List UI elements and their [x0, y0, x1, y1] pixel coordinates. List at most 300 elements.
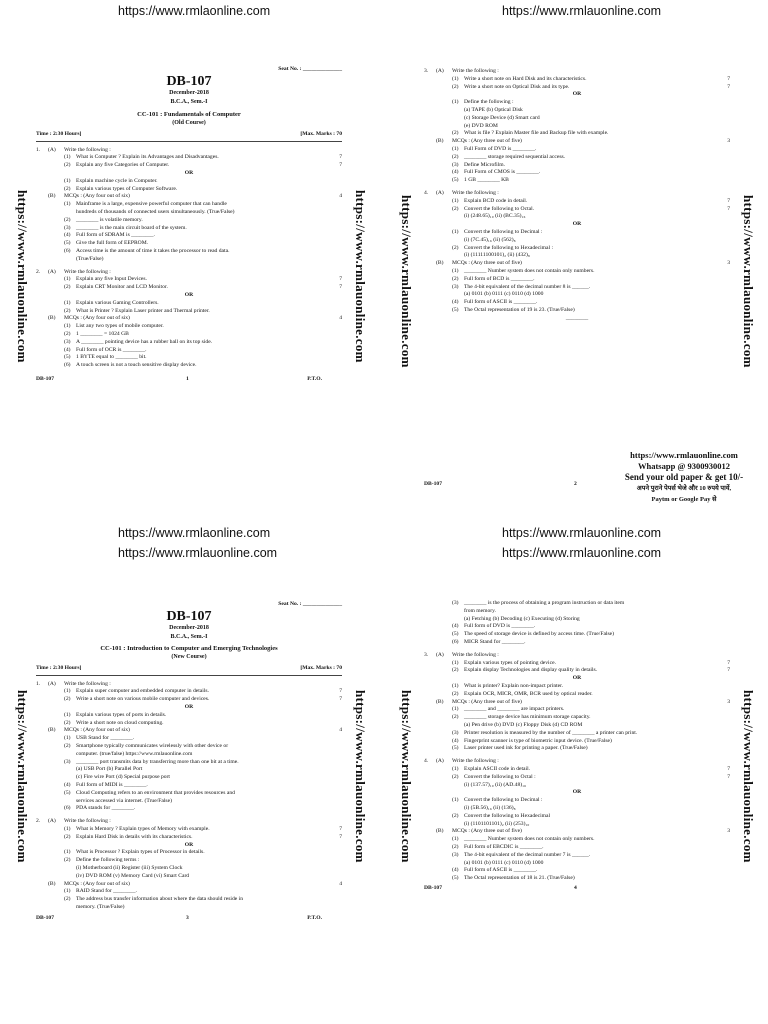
- question-line: [424, 213, 730, 221]
- question-text: ________ port transmits data by transferring more than one bit at a time.: [76, 758, 239, 765]
- question-line: [424, 291, 730, 299]
- question-text: ________ is the process of obtaining a program instruction or data item: [464, 600, 625, 606]
- item-label: (5): [452, 306, 459, 313]
- item-label: (A): [48, 818, 56, 825]
- exam-page-3: [36, 601, 342, 923]
- divider: [36, 141, 342, 142]
- marks-value: 4: [339, 193, 342, 200]
- question-line: [424, 852, 730, 860]
- question-line: [36, 766, 342, 774]
- question-text: The Octal representation of 19 is 23. (True/False): [464, 306, 575, 313]
- page-number: 4: [574, 884, 577, 891]
- question-line: [36, 276, 342, 284]
- item-label: (5): [452, 875, 459, 882]
- question-list: [36, 147, 342, 370]
- item-label: (6): [64, 805, 71, 812]
- question-text: (a) 0101 (b) 0111 (c) 0110 (d) 1000: [464, 291, 544, 298]
- marks-value: 7: [339, 162, 342, 169]
- question-text: (i) (5B.56)₁₆ (ii) (136)₈: [464, 804, 516, 811]
- question-text: memory. (True/False): [76, 903, 125, 910]
- question-line: [424, 138, 730, 146]
- item-label: (2): [452, 690, 459, 697]
- item-label: (1): [452, 836, 459, 843]
- header-url-left[interactable]: https://www.rmlaonline.com: [118, 4, 271, 18]
- item-label: (5): [452, 745, 459, 752]
- question-text: Full form of ASCII is ________.: [464, 867, 538, 874]
- question-text: MCQs : (Any three out of five): [452, 828, 522, 835]
- question-line: [36, 743, 342, 751]
- item-label: (2): [452, 812, 459, 819]
- item-label: (A): [436, 651, 444, 658]
- footer-code: DB-107: [424, 481, 443, 487]
- question-text: (e) DVD ROM: [464, 122, 498, 129]
- question-line: [424, 774, 730, 782]
- question-line: [36, 865, 342, 873]
- question-text: Convert the following to Hexadecimal :: [464, 244, 554, 251]
- question-text: Define the following :: [464, 99, 514, 106]
- question-text: Full form of EBCDIC is ________.: [464, 843, 544, 850]
- question-line: [36, 904, 342, 912]
- question-text: Full form of DVD is ________.: [464, 623, 536, 630]
- marks-value: 7: [339, 154, 342, 161]
- exam-page-1: [36, 66, 342, 384]
- item-label: (4): [452, 867, 459, 874]
- question-line: [424, 190, 730, 198]
- question-line: [424, 836, 730, 844]
- item-label: (2): [64, 719, 71, 726]
- page-number: 3: [186, 914, 189, 921]
- subject-title: CC-101 : Fundamentals of Computer: [137, 110, 241, 118]
- question-line: [424, 660, 730, 668]
- item-label: (2): [64, 833, 71, 840]
- question-line: [424, 154, 730, 162]
- question-text: Explain display Technologies and display quality in details.: [464, 667, 598, 674]
- item-label: (A): [48, 268, 56, 275]
- item-label: (4): [452, 169, 459, 176]
- exam-date: December-2018: [169, 89, 209, 96]
- page-number: 1: [186, 375, 189, 382]
- question-line: [36, 888, 342, 896]
- question-text: ________ storage required sequential access.: [464, 153, 566, 160]
- question-line: [424, 276, 730, 284]
- question-text: Cloud Computing refers to an environment that provides resources and: [76, 789, 235, 796]
- time-limit: Time : 2:30 Hours]: [36, 664, 82, 671]
- exam-page-2: [424, 63, 730, 323]
- item-label: (3): [452, 283, 459, 290]
- question-text: Convert the following to Decimal :: [464, 797, 543, 804]
- mid-url-left-2[interactable]: https://www.rmlauonline.com: [118, 546, 278, 560]
- item-label: (3): [452, 851, 459, 858]
- item-label: (3): [64, 338, 71, 345]
- question-text: (c) Fire wire Port (d) Special purpose port: [76, 774, 170, 781]
- question-line: [424, 631, 730, 639]
- question-text: What is file ? Explain Master file and Backup file with example.: [464, 130, 609, 137]
- item-label: (B): [48, 880, 56, 887]
- question-text: A ________ pointing device has a rubber ball on its top side.: [76, 338, 213, 345]
- item-label: (1): [452, 145, 459, 152]
- footer-code: DB-107: [36, 914, 55, 921]
- marks-value: 7: [727, 205, 730, 212]
- item-label: (1): [452, 75, 459, 82]
- item-label: (4): [452, 299, 459, 306]
- question-text: OR: [184, 291, 194, 298]
- marks-value: 3: [727, 698, 730, 705]
- header-url-right[interactable]: https://www.rmlauonline.com: [502, 4, 662, 18]
- item-label: (2): [64, 742, 71, 749]
- question-text: 1 BYTE equal to ________ bit.: [76, 354, 147, 361]
- promo-block: [600, 450, 768, 505]
- item-label: (2): [64, 185, 71, 192]
- question-line: [36, 193, 342, 201]
- question-text: (i) Motherboard (ii) Register (iii) System Clock: [76, 864, 183, 871]
- question-text: The address bus transfer information about where the data should reside in: [76, 896, 243, 903]
- question-text: MCQs : (Any four out of six): [64, 315, 130, 322]
- item-label: (B): [436, 138, 444, 145]
- question-line: [424, 68, 730, 76]
- question-line: [36, 805, 342, 813]
- question-text: (a) 0101 (b) 0111 (c) 0110 (d) 1000: [464, 859, 544, 866]
- paper-code: DB-107: [166, 73, 212, 89]
- question-text: Explain ASCII code in detail.: [464, 765, 531, 772]
- promo-url[interactable]: https://www.rmlauonline.com: [630, 450, 738, 460]
- item-label: (3): [452, 600, 459, 606]
- item-label: (2): [64, 696, 71, 703]
- time-marks: [36, 131, 342, 139]
- mid-url-right-1[interactable]: https://www.rmlauonline.com: [502, 526, 662, 540]
- question-line: [36, 896, 342, 904]
- course-variant: (Old Course): [172, 119, 206, 126]
- question-text: The 4-bit equivalent of the decimal number 7 is ______.: [464, 851, 591, 858]
- item-label: (1): [64, 177, 71, 184]
- item-label: (5): [452, 631, 459, 638]
- promo-paytm: Paytm or Google Pay से: [651, 496, 717, 503]
- question-line: [36, 232, 342, 240]
- question-text: ________ and ________ are impact printers.: [464, 706, 565, 713]
- page-footer: [424, 885, 730, 893]
- side-url: https://www.rmlauonline.com: [353, 190, 368, 363]
- side-url: https://www.rmlauonline.com: [15, 190, 30, 363]
- question-line: [424, 706, 730, 714]
- item-label: (1): [452, 659, 459, 666]
- exam-date: December-2018: [169, 624, 209, 631]
- item-label: (6): [452, 638, 459, 645]
- item-label: (4): [452, 737, 459, 744]
- item-label: (B): [436, 698, 444, 705]
- question-line: [424, 683, 730, 691]
- item-label: (2): [64, 307, 71, 314]
- question-text: Write a short note on various mobile computer and devices.: [76, 696, 210, 703]
- item-label: (1): [452, 228, 459, 235]
- question-line: [424, 828, 730, 836]
- question-line: [424, 758, 730, 766]
- question-line: [36, 217, 342, 225]
- item-label: (1): [64, 276, 71, 283]
- item-label: (4): [64, 781, 71, 788]
- marks-value: 7: [339, 833, 342, 840]
- question-text: What is Printer ? Explain Laser printer and Thermal printer.: [76, 307, 210, 314]
- question-text: Explain machine cycle in Computer.: [76, 177, 158, 184]
- question-text: The 4-bit equivalent of the decimal number 8 is ______.: [464, 283, 591, 290]
- question-text: (True/False): [76, 255, 104, 262]
- question-text: ________ Number system does not contain only numbers.: [464, 836, 595, 843]
- question-text: Define Microfilm.: [464, 161, 506, 168]
- question-line: [424, 714, 730, 722]
- question-text: List any two types of mobile computer.: [76, 323, 164, 330]
- item-label: (5): [64, 354, 71, 361]
- question-number: 2.: [36, 818, 41, 825]
- question-line: [36, 292, 342, 300]
- question-line: [424, 107, 730, 115]
- question-text: Write the following :: [64, 818, 111, 825]
- question-text: Explain various types of Computer Software.: [76, 185, 178, 192]
- item-label: (5): [452, 177, 459, 184]
- question-list: [424, 600, 730, 883]
- item-label: (1): [452, 682, 459, 689]
- side-url: https://www.rmlauonline.com: [399, 690, 414, 863]
- question-line: [424, 813, 730, 821]
- item-label: (1): [452, 99, 459, 106]
- item-label: (A): [48, 146, 56, 153]
- item-label: (1): [64, 888, 71, 895]
- marks-value: 7: [339, 276, 342, 283]
- side-url: https://www.rmlauonline.com: [399, 195, 414, 368]
- item-label: (B): [436, 828, 444, 835]
- question-text: What is Computer ? Explain its Advantages and Disadvantages.: [76, 154, 219, 161]
- question-text: Explain various types of ports in details.: [76, 711, 167, 718]
- question-text: Write the following :: [64, 146, 111, 153]
- marks-value: 7: [727, 667, 730, 674]
- item-label: (1): [64, 299, 71, 306]
- item-label: (5): [64, 240, 71, 247]
- question-line: [424, 805, 730, 813]
- question-line: [424, 600, 730, 608]
- item-label: (2): [452, 667, 459, 674]
- item-label: (1): [64, 849, 71, 856]
- item-label: (A): [48, 680, 56, 687]
- question-text: Full form of MIDI is ________.: [76, 781, 148, 788]
- item-label: (1): [452, 267, 459, 274]
- item-label: (2): [452, 843, 459, 850]
- seat-number: Seat No. : ______________: [278, 601, 342, 607]
- question-text: Explain CRT Monitor and LCD Monitor.: [76, 284, 168, 291]
- item-label: (2): [64, 857, 71, 864]
- question-text: MCQs : (Any four out of six): [64, 880, 130, 887]
- question-line: [424, 115, 730, 123]
- question-text: Explain BCD code in detail.: [464, 197, 528, 204]
- question-line: [36, 178, 342, 186]
- item-label: (2): [64, 330, 71, 337]
- question-text: (i) (11111100101)₂ (ii) (432)₈: [464, 252, 530, 259]
- mid-url-right-2[interactable]: https://www.rmlauonline.com: [502, 546, 662, 560]
- footer-code: DB-107: [424, 884, 443, 891]
- question-list: [36, 681, 342, 912]
- question-text: Full form of ASCII is ________.: [464, 299, 538, 306]
- promo-send: Send your old paper & get 10/-: [624, 472, 744, 482]
- max-marks: [Max. Marks : 70: [300, 130, 342, 137]
- item-label: (1): [64, 711, 71, 718]
- question-line: [424, 608, 730, 616]
- question-text: from memory.: [464, 607, 496, 614]
- footer-code: DB-107: [36, 375, 55, 382]
- question-line: [36, 696, 342, 704]
- side-url: https://www.rmlauonline.com: [15, 690, 30, 863]
- question-line: [424, 789, 730, 797]
- question-text: Fingerprint scanner is type of biometric input device. (True/False): [464, 737, 612, 744]
- question-number: 1.: [36, 146, 41, 153]
- question-text: USB Stand for ________.: [76, 735, 135, 742]
- question-line: [36, 323, 342, 331]
- question-line: [424, 722, 730, 730]
- paper-code: DB-107: [166, 608, 212, 624]
- question-line: [36, 209, 342, 217]
- question-text: Smartphone typically communicates wirelessly with other device or: [76, 742, 229, 749]
- question-text: OR: [572, 675, 582, 682]
- question-line: [424, 797, 730, 805]
- question-text: The speed of storage device is defined by access time. (True/False): [464, 631, 614, 638]
- question-text: (iv) DVD ROM (v) Memory Card (vi) Smart Card: [76, 872, 190, 879]
- question-text: Write the following :: [452, 758, 499, 765]
- question-line: [424, 177, 730, 185]
- question-text: (i) (248.65)₁₀ (ii) (BC.35)₁₆: [464, 213, 526, 220]
- max-marks: [Max. Marks : 70: [300, 664, 342, 671]
- marks-value: 3: [727, 260, 730, 267]
- question-text: Convert the following to Decimal :: [464, 228, 543, 235]
- question-line: [36, 704, 342, 712]
- marks-value: 7: [727, 773, 730, 780]
- item-label: (A): [436, 758, 444, 765]
- question-line: [424, 782, 730, 790]
- page-footer: [36, 915, 342, 923]
- question-text: MCQs : (Any three out of five): [452, 138, 522, 145]
- question-line: [424, 252, 730, 260]
- item-label: (1): [64, 154, 71, 161]
- marks-value: 4: [339, 880, 342, 887]
- item-label: (1): [452, 197, 459, 204]
- question-line: [424, 260, 730, 268]
- item-label: (B): [48, 727, 56, 734]
- question-line: [424, 667, 730, 675]
- item-label: (1): [64, 688, 71, 695]
- question-line: [36, 688, 342, 696]
- question-text: MCQs : (Any three out of five): [452, 260, 522, 267]
- page-number: 2: [574, 481, 577, 487]
- question-text: Full Form of CMOS is ________.: [464, 169, 541, 176]
- question-text: (a) Fetching (b) Decoding (c) Executing (d) Storing: [464, 615, 580, 622]
- question-line: [36, 834, 342, 842]
- item-label: (2): [64, 896, 71, 903]
- marks-value: 7: [339, 825, 342, 832]
- question-text: Full form of BCD is ________.: [464, 275, 535, 282]
- marks-value: 7: [727, 83, 730, 90]
- marks-value: 7: [727, 75, 730, 82]
- question-text: (c) Storage Device (d) Smart card: [464, 114, 540, 121]
- question-text: 1 ________ = 1024 GB: [76, 330, 129, 337]
- question-line: [424, 691, 730, 699]
- question-line: [424, 307, 730, 315]
- item-label: (2): [64, 216, 71, 223]
- question-text: Access time is the amount of time it takes the processor to read data.: [76, 247, 230, 254]
- question-text: Explain any five Input Devices.: [76, 276, 147, 283]
- subject-title: CC-101 : Introduction to Computer and Emerging Technologies: [100, 644, 278, 652]
- question-text: MCQs : (Any four out of six): [64, 193, 130, 200]
- question-text: Full form of OCR is ________.: [76, 346, 147, 353]
- pto-label: P.T.O.: [307, 375, 322, 382]
- question-line: [36, 147, 342, 155]
- item-label: (4): [64, 232, 71, 239]
- question-text: Write the following :: [452, 189, 499, 196]
- item-label: (2): [452, 153, 459, 160]
- question-line: [424, 867, 730, 875]
- question-text: Give the full form of EEPROM.: [76, 240, 149, 247]
- item-label: (2): [452, 83, 459, 90]
- exam-page-4: [424, 600, 730, 893]
- question-text: computer. (true/false) https://www.rmlauonline.com: [76, 750, 193, 757]
- marks-value: 7: [339, 688, 342, 695]
- question-text: MCQs : (Any three out of five): [452, 698, 522, 705]
- question-text: Convert the following to Octal :: [464, 773, 536, 780]
- question-line: [36, 354, 342, 362]
- question-line: [424, 99, 730, 107]
- question-line: [424, 699, 730, 707]
- question-text: What is Memory ? Explain types of Memory with example.: [76, 825, 210, 832]
- item-label: (B): [436, 260, 444, 267]
- page-footer: [424, 481, 604, 489]
- question-line: [36, 201, 342, 209]
- time-marks: [36, 665, 342, 673]
- item-label: (1): [64, 825, 71, 832]
- question-text: Explain various Gaming Controllers.: [76, 299, 159, 306]
- question-line: [36, 315, 342, 323]
- item-label: (2): [452, 714, 459, 721]
- question-line: [36, 162, 342, 170]
- question-text: Explain super computer and embedded computer in details.: [76, 688, 209, 695]
- question-line: [424, 730, 730, 738]
- question-text: PDA stands for ________.: [76, 805, 136, 812]
- question-text: Explain Hard Disk in details with its characteristics.: [76, 833, 193, 840]
- question-line: [424, 299, 730, 307]
- question-line: [424, 130, 730, 138]
- question-text: MICR Stand for ________.: [464, 638, 526, 645]
- question-text: What is Processor ? Explain types of Processor in details.: [76, 849, 205, 856]
- question-text: Printer resolution is measured by the number of ________ a printer can print.: [464, 729, 638, 736]
- question-text: hundreds of thousands of connected users simultaneously. (True/False): [76, 208, 235, 215]
- question-line: [36, 300, 342, 308]
- seat-number: Seat No. : ______________: [278, 66, 342, 72]
- question-line: [36, 751, 342, 759]
- question-text: OR: [184, 841, 194, 848]
- question-line: [36, 782, 342, 790]
- mid-url-left-1[interactable]: https://www.rmlaonline.com: [118, 526, 271, 540]
- question-line: [424, 766, 730, 774]
- question-text: Define the following terms :: [76, 857, 140, 864]
- question-number: 4.: [424, 189, 429, 196]
- question-line: [424, 76, 730, 84]
- course-name: B.C.A., Sem.-I: [170, 633, 208, 640]
- item-label: (2): [452, 275, 459, 282]
- question-number: 3.: [424, 68, 429, 74]
- question-text: Full form of SDRAM is ________.: [76, 232, 155, 239]
- course-variant: (New Course): [171, 653, 207, 660]
- question-text: Write the following :: [452, 651, 499, 658]
- question-text: Mainframe is a large, expensive powerful computer that can handle: [76, 201, 227, 208]
- question-text: OR: [184, 703, 194, 710]
- question-text: (a) TAPE (b) Optical Disk: [464, 106, 523, 113]
- question-text: (a) USB Port (b) Parallel Port: [76, 766, 143, 773]
- item-label: (3): [452, 161, 459, 168]
- question-line: [36, 774, 342, 782]
- item-label: (B): [48, 193, 56, 200]
- question-line: [424, 237, 730, 245]
